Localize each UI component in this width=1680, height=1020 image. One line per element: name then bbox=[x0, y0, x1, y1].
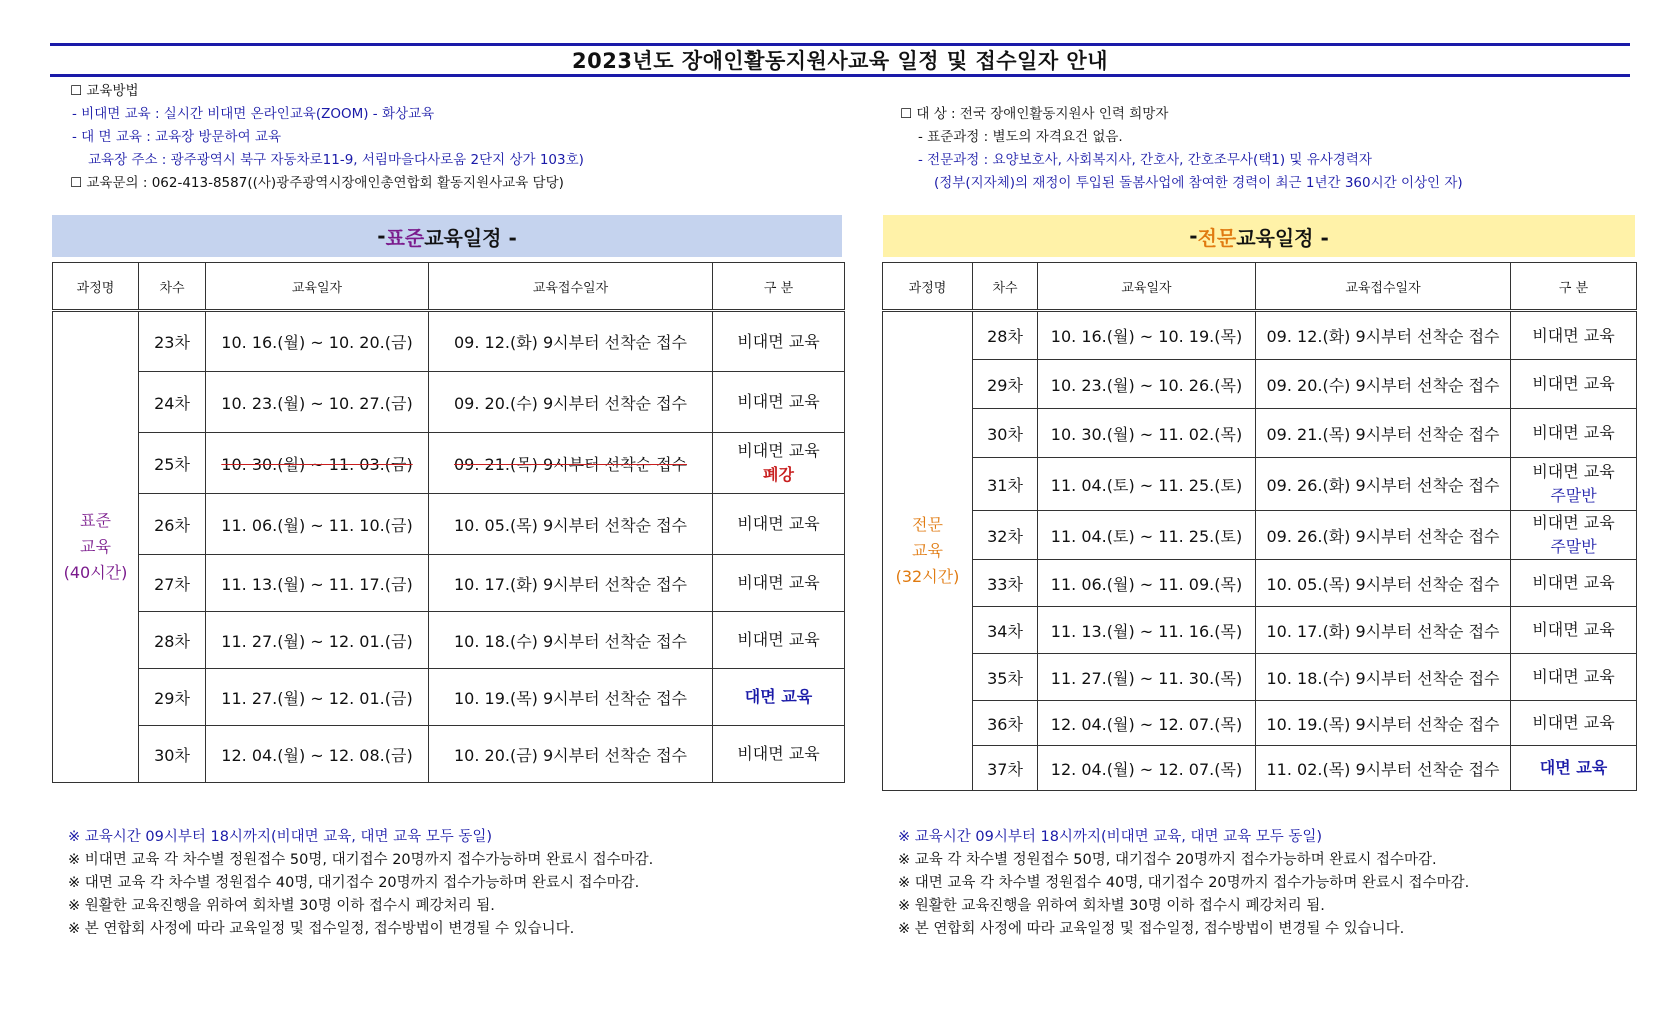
type-label: 대면 교육 bbox=[1539, 758, 1608, 777]
standard-notes bbox=[68, 826, 653, 941]
round-cell bbox=[973, 360, 1038, 409]
type-cell bbox=[1511, 311, 1637, 360]
dates-cell bbox=[1038, 360, 1256, 409]
type-cell bbox=[713, 433, 845, 494]
note-line: ※ 본 연합회 사정에 따라 교육일정 및 접수일정, 접수방법이 변경될 수 있습니다. bbox=[898, 921, 1405, 937]
type-cell bbox=[713, 555, 845, 612]
apply-cell-text: 09. 21.(목) 9시부터 선착순 접수 bbox=[453, 454, 687, 474]
table-row bbox=[53, 669, 845, 726]
round-cell bbox=[973, 311, 1038, 360]
weekend-label: 주말반 bbox=[1550, 486, 1597, 505]
table-row bbox=[883, 511, 1637, 560]
apply-cell-text: 09. 12.(화) 9시부터 선착순 접수 bbox=[453, 333, 687, 352]
apply-cell-text: 10. 19.(목) 9시부터 선착순 접수 bbox=[1266, 714, 1500, 734]
type-cell bbox=[1511, 607, 1637, 654]
table-row bbox=[883, 701, 1637, 746]
professional-schedule-table bbox=[882, 262, 1637, 791]
apply-cell bbox=[1256, 458, 1511, 511]
type-cell bbox=[1511, 654, 1637, 701]
round-cell bbox=[139, 311, 206, 372]
apply-cell-text: 09. 21.(목) 9시부터 선착순 접수 bbox=[1266, 424, 1500, 444]
round-cell-text: 28차 bbox=[987, 327, 1023, 346]
weekend-label: 주말반 bbox=[1550, 537, 1597, 556]
info-left-line: - 대 면 교육 : 교육장 방문하여 교육 bbox=[72, 129, 281, 145]
table-row bbox=[53, 726, 845, 783]
apply-cell bbox=[429, 311, 713, 372]
apply-cell-text: 10. 20.(금) 9시부터 선착순 접수 bbox=[453, 745, 687, 765]
type-cell bbox=[713, 311, 845, 372]
apply-cell-text: 10. 05.(목) 9시부터 선착순 접수 bbox=[453, 515, 687, 535]
round-cell-text: 34차 bbox=[987, 621, 1023, 641]
apply-cell bbox=[1256, 511, 1511, 560]
column-header: 구 분 bbox=[713, 263, 845, 311]
type-label: 비대면 교육 bbox=[1532, 513, 1615, 532]
type-label: 비대면 교육 bbox=[737, 630, 820, 649]
dates-cell bbox=[1038, 560, 1256, 607]
dates-cell-text: 10. 30.(월) ~ 11. 03.(금) bbox=[221, 454, 413, 474]
apply-cell bbox=[1256, 360, 1511, 409]
type-cell bbox=[1511, 746, 1637, 791]
type-label: 비대면 교육 bbox=[737, 744, 820, 763]
apply-cell bbox=[1256, 701, 1511, 746]
round-cell-text: 32차 bbox=[987, 526, 1023, 546]
apply-cell-text: 09. 20.(수) 9시부터 선착순 접수 bbox=[1266, 375, 1500, 395]
info-left-block bbox=[70, 80, 584, 195]
type-label: 비대면 교육 bbox=[1532, 667, 1615, 686]
dates-cell-text: 11. 13.(월) ~ 11. 17.(금) bbox=[221, 574, 413, 594]
table-row bbox=[883, 360, 1637, 409]
apply-cell bbox=[429, 433, 713, 494]
table-row bbox=[53, 494, 845, 555]
round-cell bbox=[973, 458, 1038, 511]
dates-cell bbox=[1038, 409, 1256, 458]
round-cell-text: 29차 bbox=[987, 375, 1023, 395]
dates-cell bbox=[1038, 511, 1256, 560]
dates-cell bbox=[206, 726, 429, 783]
round-cell bbox=[139, 494, 206, 555]
type-cell bbox=[1511, 701, 1637, 746]
column-header: 차수 bbox=[973, 263, 1038, 311]
apply-cell-text: 10. 18.(수) 9시부터 선착순 접수 bbox=[1266, 668, 1500, 688]
type-label: 비대면 교육 bbox=[1532, 423, 1615, 442]
apply-cell-text: 10. 05.(목) 9시부터 선착순 접수 bbox=[1266, 574, 1500, 594]
professional-header-prefix: - bbox=[1189, 224, 1198, 248]
dates-cell-text: 11. 04.(토) ~ 11. 25.(토) bbox=[1050, 475, 1243, 495]
type-cell bbox=[1511, 360, 1637, 409]
info-right-line: - 전문과정 : 요양보호사, 사회복지사, 간호사, 간호조무사(택1) 및 유사경력자 bbox=[918, 152, 1372, 168]
table-row bbox=[883, 458, 1637, 511]
dates-cell bbox=[1038, 607, 1256, 654]
apply-cell-text: 10. 17.(화) 9시부터 선착순 접수 bbox=[1266, 621, 1500, 641]
apply-cell bbox=[1256, 654, 1511, 701]
round-cell-text: 33차 bbox=[987, 574, 1023, 594]
info-left-line: 교육장 주소 : 광주광역시 북구 자동차로11-9, 서림마을다사로움 2단지 상가 103호) bbox=[88, 152, 584, 168]
apply-cell-text: 11. 02.(목) 9시부터 선착순 접수 bbox=[1266, 759, 1500, 779]
course-name-line: 전문 bbox=[912, 515, 943, 534]
type-label: 대면 교육 bbox=[744, 687, 813, 706]
round-cell bbox=[139, 555, 206, 612]
column-header: 구 분 bbox=[1511, 263, 1637, 311]
type-label: 비대면 교육 bbox=[737, 392, 820, 411]
round-cell bbox=[139, 726, 206, 783]
course-name-line: 교육 bbox=[912, 541, 943, 560]
table-row bbox=[883, 560, 1637, 607]
dates-cell bbox=[206, 372, 429, 433]
professional-header-accent: 전문 bbox=[1197, 225, 1237, 250]
round-cell-text: 26차 bbox=[154, 515, 190, 535]
note-line: ※ 원활한 교육진행을 위하여 회차별 30명 이하 접수시 폐강처리 됨. bbox=[68, 898, 495, 914]
apply-cell-text: 09. 26.(화) 9시부터 선착순 접수 bbox=[1266, 475, 1500, 495]
type-cell bbox=[713, 494, 845, 555]
round-cell bbox=[973, 746, 1038, 791]
type-cell bbox=[1511, 409, 1637, 458]
table-row bbox=[53, 372, 845, 433]
note-line: ※ 교육시간 09시부터 18시까지(비대면 교육, 대면 교육 모두 동일) bbox=[898, 829, 1323, 845]
dates-cell-text: 10. 23.(월) ~ 10. 26.(목) bbox=[1050, 375, 1243, 395]
course-name-cell bbox=[53, 311, 139, 783]
round-cell-text: 23차 bbox=[154, 333, 190, 352]
type-label: 비대면 교육 bbox=[1532, 462, 1615, 481]
dates-cell-text: 11. 06.(월) ~ 11. 09.(목) bbox=[1050, 574, 1243, 594]
round-cell-text: 37차 bbox=[987, 759, 1023, 779]
standard-header-accent: 표준 bbox=[385, 225, 425, 250]
round-cell bbox=[973, 654, 1038, 701]
type-label: 비대면 교육 bbox=[737, 573, 820, 592]
professional-section-header bbox=[883, 215, 1635, 257]
column-header: 과정명 bbox=[53, 263, 139, 311]
table-row bbox=[53, 311, 845, 372]
professional-header-rest: 교육일정 - bbox=[1236, 225, 1329, 250]
dates-cell bbox=[1038, 311, 1256, 360]
round-cell bbox=[139, 433, 206, 494]
round-cell-text: 24차 bbox=[154, 393, 190, 413]
round-cell bbox=[973, 511, 1038, 560]
apply-cell bbox=[1256, 746, 1511, 791]
round-cell bbox=[139, 372, 206, 433]
column-header: 교육접수일자 bbox=[1256, 263, 1511, 311]
round-cell-text: 35차 bbox=[987, 668, 1023, 688]
dates-cell-text: 12. 04.(월) ~ 12. 08.(금) bbox=[221, 745, 413, 765]
note-line: ※ 원활한 교육진행을 위하여 회차별 30명 이하 접수시 폐강처리 됨. bbox=[898, 898, 1325, 914]
apply-cell-text: 10. 19.(목) 9시부터 선착순 접수 bbox=[453, 688, 687, 708]
type-label: 비대면 교육 bbox=[1532, 374, 1615, 393]
apply-cell bbox=[429, 555, 713, 612]
note-line: ※ 교육 각 차수별 정원접수 50명, 대기접수 20명까지 접수가능하며 완료시 접수마감. bbox=[898, 852, 1437, 868]
dates-cell-text: 11. 13.(월) ~ 11. 16.(목) bbox=[1050, 621, 1243, 641]
column-header: 과정명 bbox=[883, 263, 973, 311]
table-row bbox=[883, 654, 1637, 701]
course-name-line: (40시간) bbox=[63, 563, 128, 582]
type-cell bbox=[1511, 458, 1637, 511]
table-row bbox=[883, 409, 1637, 458]
round-cell-text: 36차 bbox=[987, 714, 1023, 734]
round-cell-text: 29차 bbox=[154, 688, 190, 708]
table-row bbox=[53, 555, 845, 612]
column-header: 교육일자 bbox=[1038, 263, 1256, 311]
type-label: 비대면 교육 bbox=[1532, 325, 1615, 345]
round-cell bbox=[973, 560, 1038, 607]
round-cell bbox=[139, 612, 206, 669]
table-row bbox=[883, 311, 1637, 360]
round-cell-text: 28차 bbox=[154, 631, 190, 651]
dates-cell-text: 11. 04.(토) ~ 11. 25.(토) bbox=[1050, 526, 1243, 546]
type-cell bbox=[1511, 560, 1637, 607]
info-right-line: (정부(지자체)의 재정이 투입된 돌봄사업에 참여한 경력이 최근 1년간 360시간 이상인 자) bbox=[934, 175, 1463, 191]
apply-cell bbox=[1256, 409, 1511, 458]
apply-cell bbox=[429, 372, 713, 433]
table-row bbox=[883, 607, 1637, 654]
type-cell bbox=[713, 669, 845, 726]
standard-header-prefix: - bbox=[377, 224, 386, 248]
apply-cell-text: 10. 17.(화) 9시부터 선착순 접수 bbox=[453, 574, 687, 594]
type-label: 비대면 교육 bbox=[1532, 573, 1615, 592]
dates-cell bbox=[206, 612, 429, 669]
table-row bbox=[53, 433, 845, 494]
info-right-block bbox=[900, 103, 1463, 195]
apply-cell bbox=[1256, 560, 1511, 607]
dates-cell bbox=[1038, 701, 1256, 746]
apply-cell-text: 09. 20.(수) 9시부터 선착순 접수 bbox=[453, 393, 687, 413]
apply-cell bbox=[429, 669, 713, 726]
document-title-bar bbox=[50, 43, 1630, 77]
apply-cell bbox=[429, 726, 713, 783]
dates-cell bbox=[1038, 458, 1256, 511]
course-name-line: 교육 bbox=[80, 537, 111, 556]
course-name-cell bbox=[883, 311, 973, 791]
type-label: 비대면 교육 bbox=[737, 331, 820, 351]
type-cell bbox=[713, 726, 845, 783]
course-name-line: (32시간) bbox=[895, 567, 960, 586]
round-cell bbox=[973, 409, 1038, 458]
dates-cell-text: 11. 06.(월) ~ 11. 10.(금) bbox=[221, 515, 413, 535]
dates-cell-text: 12. 04.(월) ~ 12. 07.(목) bbox=[1050, 759, 1243, 779]
dates-cell-text: 10. 16.(월) ~ 10. 19.(목) bbox=[1050, 327, 1243, 346]
dates-cell bbox=[206, 433, 429, 494]
apply-cell-text: 10. 18.(수) 9시부터 선착순 접수 bbox=[453, 631, 687, 651]
type-label: 비대면 교육 bbox=[737, 441, 820, 460]
info-right-line: ☐ 대 상 : 전국 장애인활동지원사 인력 희망자 bbox=[900, 106, 1169, 122]
apply-cell bbox=[429, 494, 713, 555]
round-cell-text: 30차 bbox=[154, 745, 190, 765]
type-cell bbox=[1511, 511, 1637, 560]
note-line: ※ 대면 교육 각 차수별 정원접수 40명, 대기접수 20명까지 접수가능하며 완료시 접수마감. bbox=[68, 875, 640, 891]
document-title: 2023년도 장애인활동지원사교육 일정 및 접수일자 안내 bbox=[571, 49, 1108, 73]
dates-cell-text: 12. 04.(월) ~ 12. 07.(목) bbox=[1050, 714, 1243, 734]
course-name-line: 표준 bbox=[80, 511, 111, 530]
professional-notes bbox=[898, 826, 1469, 941]
round-cell-text: 31차 bbox=[987, 475, 1023, 495]
dates-cell bbox=[1038, 654, 1256, 701]
apply-cell bbox=[429, 612, 713, 669]
info-right-line: - 표준과정 : 별도의 자격요건 없음. bbox=[918, 129, 1123, 145]
dates-cell-text: 11. 27.(월) ~ 12. 01.(금) bbox=[221, 631, 413, 651]
type-cell bbox=[713, 612, 845, 669]
type-label: 비대면 교육 bbox=[1532, 713, 1615, 732]
dates-cell-text: 10. 23.(월) ~ 10. 27.(금) bbox=[221, 393, 413, 413]
round-cell bbox=[139, 669, 206, 726]
apply-cell-text: 09. 26.(화) 9시부터 선착순 접수 bbox=[1266, 526, 1500, 546]
dates-cell bbox=[1038, 746, 1256, 791]
type-label: 비대면 교육 bbox=[1532, 620, 1615, 639]
dates-cell-text: 10. 16.(월) ~ 10. 20.(금) bbox=[221, 333, 413, 352]
info-left-line: ☐ 교육방법 bbox=[70, 83, 139, 99]
note-line: ※ 비대면 교육 각 차수별 정원접수 50명, 대기접수 20명까지 접수가능하며 완료시 접수마감. bbox=[68, 852, 654, 868]
standard-section-header bbox=[52, 215, 842, 257]
standard-schedule-table bbox=[52, 262, 845, 783]
round-cell-text: 25차 bbox=[154, 454, 190, 474]
dates-cell bbox=[206, 311, 429, 372]
column-header: 교육접수일자 bbox=[429, 263, 713, 311]
type-label: 비대면 교육 bbox=[737, 514, 820, 533]
dates-cell bbox=[206, 555, 429, 612]
apply-cell bbox=[1256, 311, 1511, 360]
dates-cell-text: 10. 30.(월) ~ 11. 02.(목) bbox=[1050, 424, 1243, 444]
table-row bbox=[53, 612, 845, 669]
table-row bbox=[883, 746, 1637, 791]
round-cell-text: 27차 bbox=[154, 574, 190, 594]
column-header: 차수 bbox=[139, 263, 206, 311]
dates-cell bbox=[206, 669, 429, 726]
info-left-line: - 비대면 교육 : 실시간 비대면 온라인교육(ZOOM) - 화상교육 bbox=[72, 106, 435, 122]
dates-cell-text: 11. 27.(월) ~ 12. 01.(금) bbox=[221, 688, 413, 708]
type-cell bbox=[713, 372, 845, 433]
round-cell bbox=[973, 607, 1038, 654]
note-line: ※ 대면 교육 각 차수별 정원접수 40명, 대기접수 20명까지 접수가능하며 완료시 접수마감. bbox=[898, 875, 1470, 891]
standard-header-rest: 교육일정 - bbox=[424, 225, 517, 250]
round-cell bbox=[973, 701, 1038, 746]
dates-cell-text: 11. 27.(월) ~ 11. 30.(목) bbox=[1050, 668, 1243, 688]
apply-cell-text: 09. 12.(화) 9시부터 선착순 접수 bbox=[1266, 327, 1500, 346]
info-left-line: ☐ 교육문의 : 062-413-8587((사)광주광역시장애인총연합회 활동지원사교육 담당) bbox=[70, 175, 564, 191]
dates-cell bbox=[206, 494, 429, 555]
round-cell-text: 30차 bbox=[987, 424, 1023, 444]
column-header: 교육일자 bbox=[206, 263, 429, 311]
apply-cell bbox=[1256, 607, 1511, 654]
note-line: ※ 교육시간 09시부터 18시까지(비대면 교육, 대면 교육 모두 동일) bbox=[68, 829, 493, 845]
cancelled-label: 폐강 bbox=[763, 465, 794, 484]
note-line: ※ 본 연합회 사정에 따라 교육일정 및 접수일정, 접수방법이 변경될 수 있습니다. bbox=[68, 921, 575, 937]
